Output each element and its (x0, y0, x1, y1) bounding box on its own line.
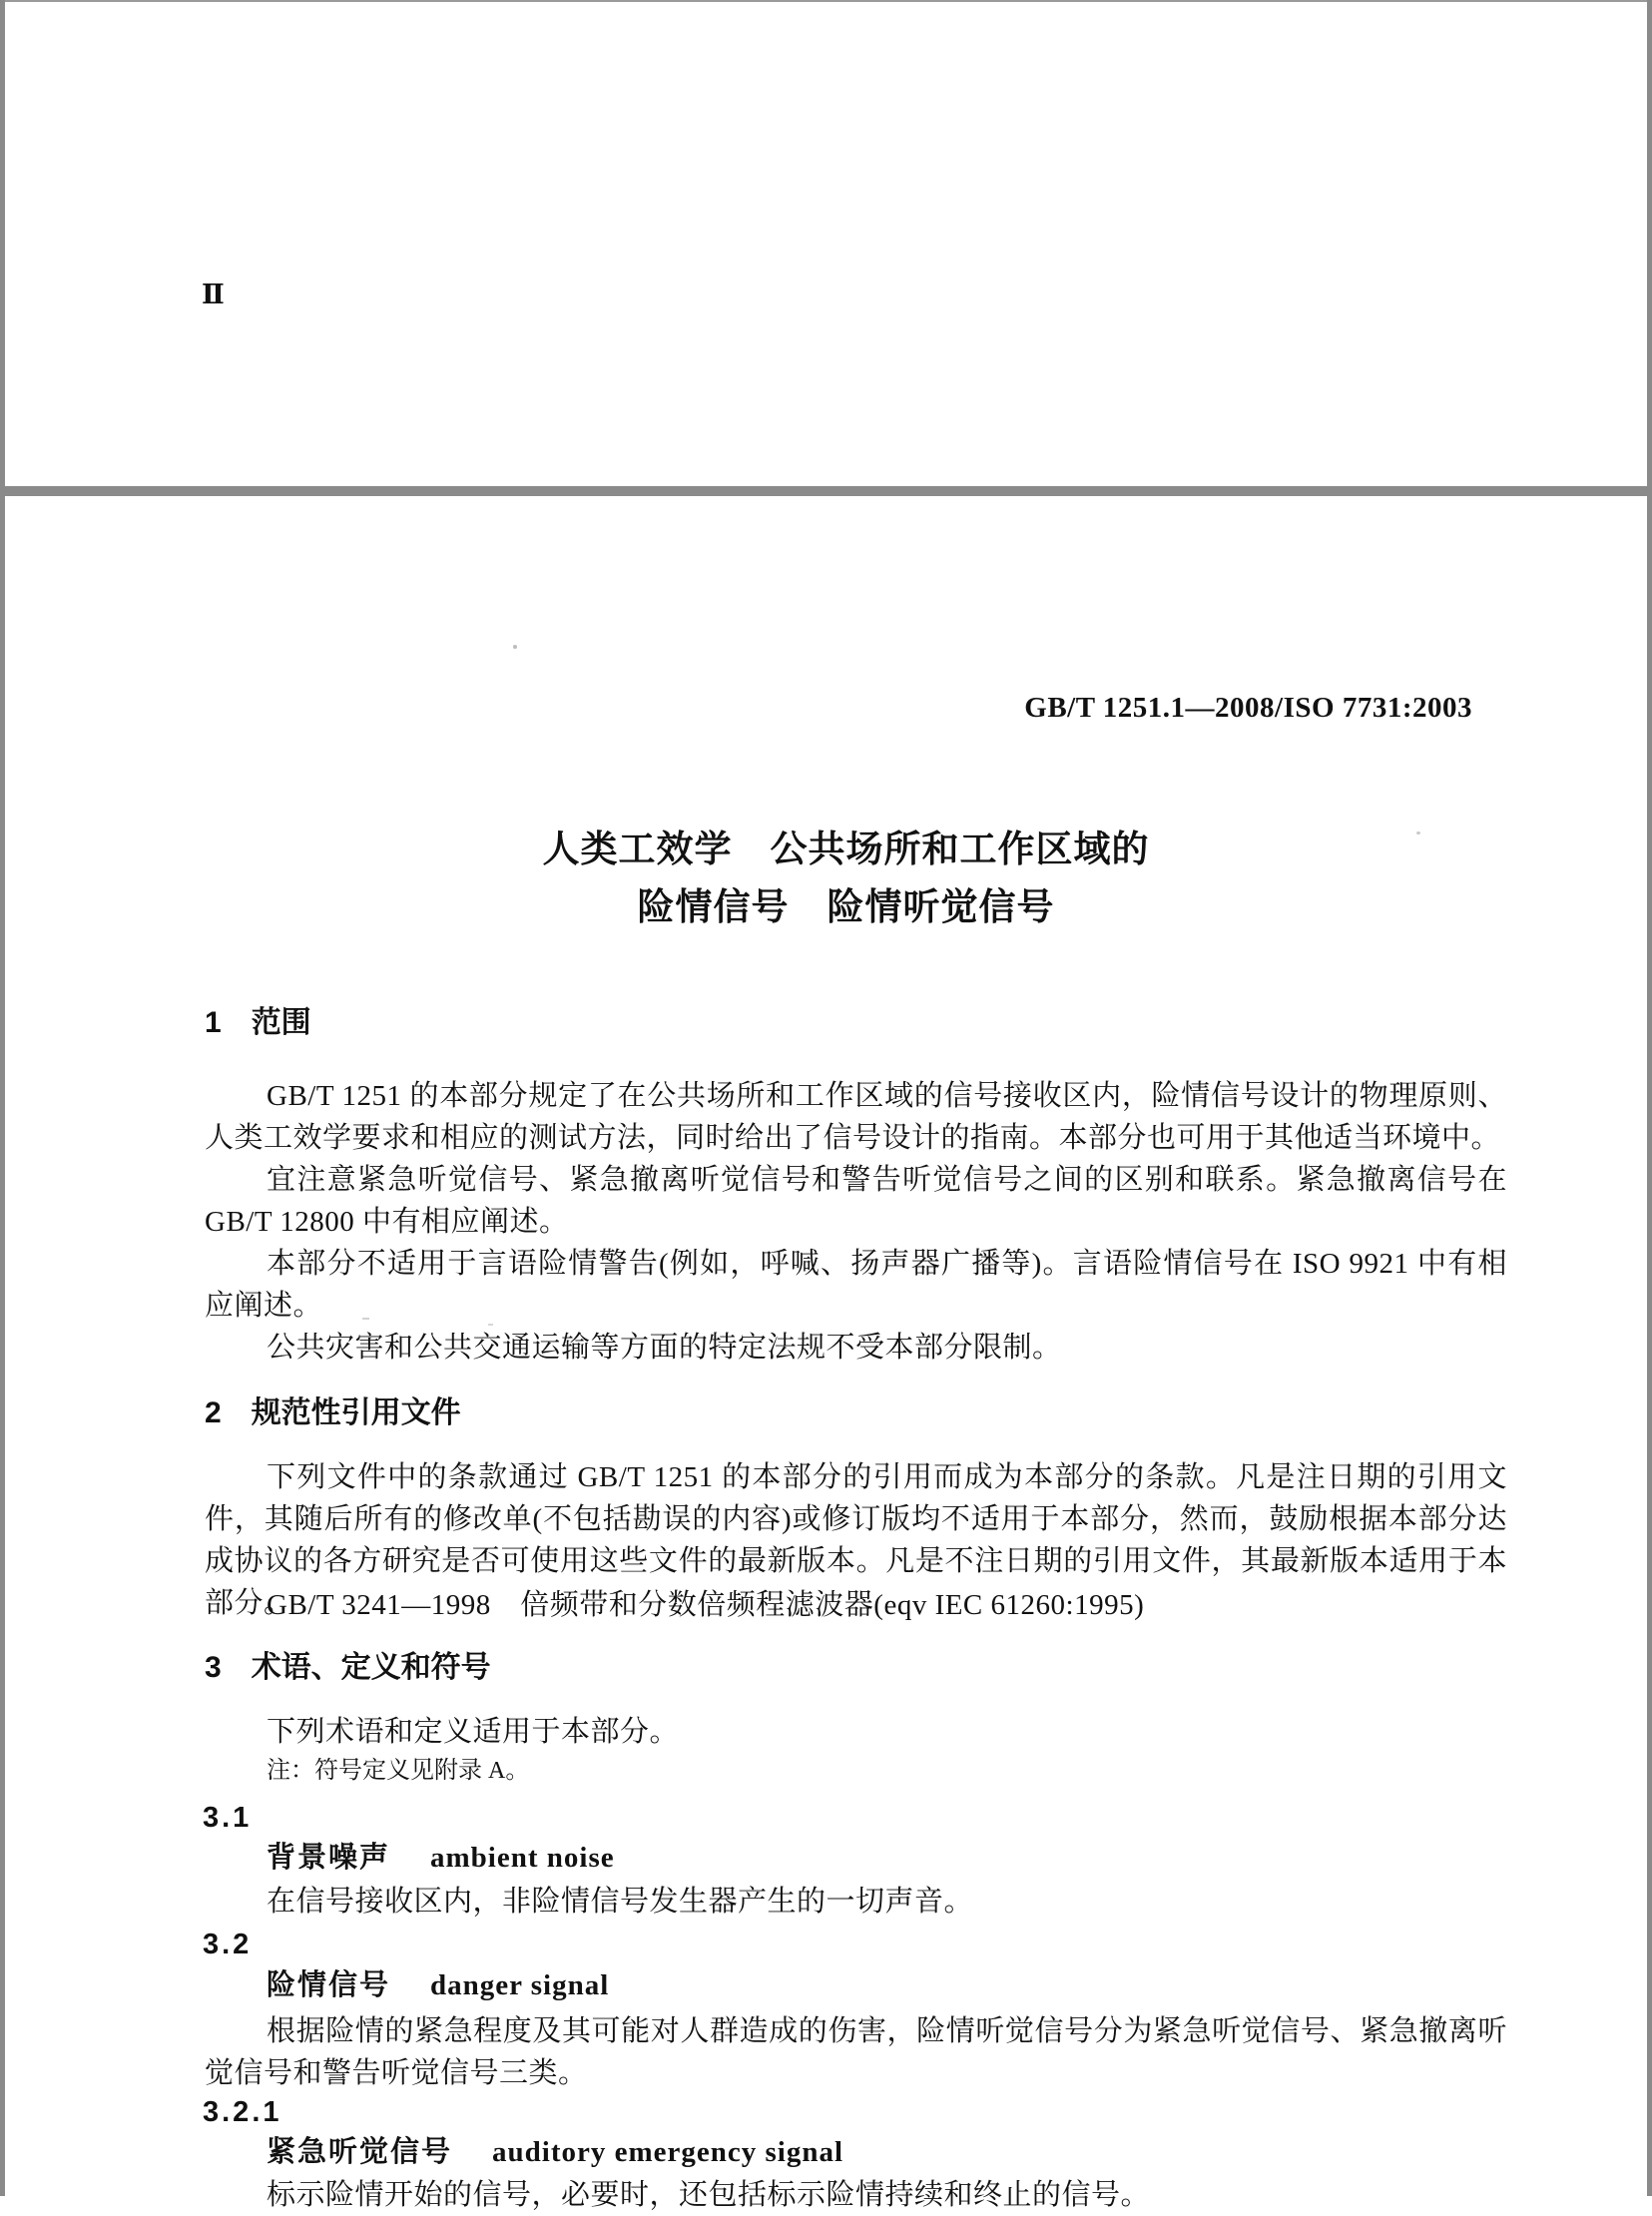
viewer-left-edge (0, 0, 5, 2196)
section-2-heading (205, 1396, 1507, 1430)
viewer-right-edge (1647, 0, 1652, 2196)
term-3-1-definition: 在信号接收区内，非险情信号发生器产生的一切声音。 (267, 1886, 974, 1918)
term-3-2-1-zh: 紧急听觉信号 (267, 2136, 453, 2168)
term-3-1-en: ambient noise (430, 1842, 615, 1874)
section-1-number: 1 (205, 1006, 222, 1039)
section-3-intro: 下列术语和定义适用于本部分。 (267, 1716, 680, 1748)
normative-reference-1: GB/T 3241—1998 倍频带和分数倍频程滤波器(eqv IEC 61260:1995) (267, 1589, 1145, 1621)
document-title-line2: 险情信号 险情听觉信号 (637, 886, 1055, 927)
section-3-number: 3 (205, 1651, 222, 1684)
section-1-paragraph-4: 公共灾害和公共交通运输等方面的特定法规不受本部分限制。 (267, 1332, 1062, 1364)
term-3-2-1-number: 3.2.1 (203, 2096, 282, 2128)
term-3-2-heading (267, 1968, 1504, 2002)
page-separator (0, 486, 1652, 496)
document-title-line1: 人类工效学 公共场所和工作区域的 (542, 829, 1150, 869)
term-3-2-1-definition: 标示险情开始的信号，必要时，还包括标示险情持续和终止的信号。 (267, 2179, 1151, 2211)
section-3-label: 术语、定义和符号 (251, 1651, 491, 1684)
term-3-2-1-en: auditory emergency signal (492, 2136, 844, 2168)
section-1-label: 范围 (251, 1006, 311, 1039)
section-2-label: 规范性引用文件 (251, 1396, 461, 1429)
term-3-2-en: danger signal (430, 1969, 610, 2001)
standard-code-header: GB/T 1251.1—2008/ISO 7731:2003 (1024, 692, 1472, 724)
term-3-2-1-heading (267, 2135, 1504, 2169)
term-3-1-heading (267, 1841, 1504, 1875)
section-1-paragraph-2: 宜注意紧急听觉信号、紧急撤离听觉信号和警告听觉信号之间的区别和联系。紧急撤离信号在 GB/T 12800 中有相应阐述。 (205, 1164, 1507, 1238)
term-3-2-number: 3.2 (203, 1929, 253, 1960)
scan-artifact (488, 1324, 493, 1326)
viewer-top-edge (0, 0, 1652, 2)
previous-page-folio: Ⅱ (202, 279, 225, 309)
section-1-heading (205, 1006, 1507, 1040)
term-3-2-definition: 根据险情的紧急程度及其可能对人群造成的伤害，险情听觉信号分为紧急听觉信号、紧急撤离听觉信号和警告听觉信号三类。 (205, 2015, 1507, 2089)
scan-artifact (513, 645, 517, 649)
section-3-note: 注：符号定义见附录 A。 (267, 1758, 530, 1784)
section-3-heading (205, 1651, 1507, 1685)
section-1-paragraph-1: GB/T 1251 的本部分规定了在公共场所和工作区域的信号接收区内，险情信号设计的物理原则、人类工效学要求和相应的测试方法，同时给出了信号设计的指南。本部分也可用于其他适当环境中。 (205, 1080, 1507, 1154)
scan-artifact (362, 1318, 369, 1320)
term-3-1-number: 3.1 (203, 1802, 253, 1834)
section-1-paragraph-3: 本部分不适用于言语险情警告(例如，呼喊、扬声器广播等)。言语险情信号在 ISO 9921 中有相应阐述。 (205, 1248, 1507, 1322)
term-3-1-zh: 背景噪声 (267, 1842, 391, 1874)
section-2-number: 2 (205, 1396, 222, 1429)
section-2-paragraph-1: 下列文件中的条款通过 GB/T 1251 的本部分的引用而成为本部分的条款。凡是注日期的引用文件，其随后所有的修改单(不包括勘误的内容)或修订版均不适用于本部分，然而，鼓励根据本部分达成协议的各方研究是否可使用这些文件的最新版本。凡是不注日期的引用文件，其最新版本适用于本部分。 (205, 1461, 1507, 1619)
scan-artifact (1416, 831, 1420, 834)
term-3-2-zh: 险情信号 (267, 1969, 391, 2001)
